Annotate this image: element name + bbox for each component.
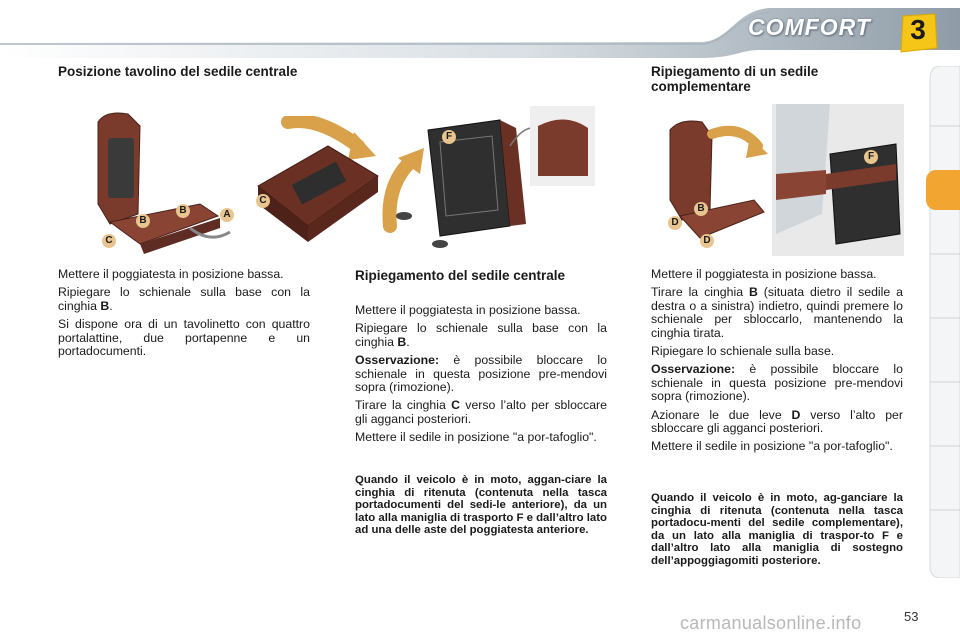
callout-b: B <box>694 202 708 216</box>
seat-illustration-2 <box>248 116 398 256</box>
page-number: 53 <box>904 609 919 624</box>
middle-body <box>355 304 607 450</box>
callout-f: F <box>864 150 878 164</box>
callout-d: D <box>668 216 682 230</box>
right-heading: Ripiegamento di un sedile complementare <box>651 64 819 94</box>
chapter-tabs <box>926 66 960 578</box>
active-chapter-tab[interactable] <box>926 170 960 210</box>
callout-a: A <box>220 208 234 222</box>
middle-paragraph-1: Mettere il poggiatesta in posizione bassa. <box>355 303 581 317</box>
callout-b: B <box>136 214 150 228</box>
seat-illustration-3 <box>380 106 595 254</box>
right-paragraph-6: Mettere il sedile in posizione "a por-tafoglio". <box>651 439 893 454</box>
right-body <box>651 268 903 459</box>
middle-paragraph-5: Mettere il sedile in posizione "a por-tafoglio". <box>355 430 597 445</box>
left-body <box>58 268 310 363</box>
middle-paragraph-2: Ripiegare lo schienale sulla base con la cinghia B. <box>355 321 607 349</box>
middle-heading: Ripiegamento del sedile centrale <box>355 268 566 283</box>
callout-c: C <box>102 234 116 248</box>
right-paragraph-3: Ripiegare lo schienale sulla base. <box>651 344 835 359</box>
right-paragraph-1: Mettere il poggiatesta in posizione bassa. <box>651 267 877 281</box>
callout-b: B <box>176 204 190 218</box>
watermark: carmanualsonline.info <box>680 613 862 633</box>
right-paragraph-2: Tirare la cinghia B (situata dietro il sedile a destra o a sinistra) indietro, quindi premere lo schienale per sbloccarlo, mantenendo la cinghia tirata. <box>651 285 903 340</box>
left-heading: Posizione tavolino del sedile centrale <box>58 64 298 79</box>
callout-d: D <box>700 234 714 248</box>
seat-illustration-1 <box>80 104 240 254</box>
right-paragraph-5: Azionare le due leve D verso l’alto per sbloccare gli agganci posteriori. <box>651 407 903 436</box>
left-paragraph-3: Si dispone ora di un tavolinetto con quattro portalattine, due portapenne e un portadocumenti. <box>58 317 310 359</box>
chapter-number: 3 <box>910 14 926 45</box>
right-observation: Osservazione: è possibile bloccare lo schienale in questa posizione pre-mendovi sopra (rimozione). <box>651 362 903 404</box>
middle-observation: Osservazione: è possibile bloccare lo schienale in questa posizione pre-mendovi sopra (rimozione). <box>355 353 607 395</box>
chapter-title: COMFORT <box>748 14 871 40</box>
left-paragraph-1: Mettere il poggiatesta in posizione bassa. <box>58 267 284 281</box>
callout-c: C <box>256 194 270 208</box>
left-paragraph-2: Ripiegare lo schienale sulla base con la cinghia B. <box>58 285 310 313</box>
middle-paragraph-4: Tirare la cinghia C verso l’alto per sbloccare gli agganci posteriori. <box>355 398 607 426</box>
right-warning-note: Quando il veicolo è in moto, ag-ganciare la cinghia di ritenuta (contenuta nella tasca portadocu-menti del sedile complementare), da un lato alla maniglia di traspor-to F e dall’altro lato alla maniglia di sostegno dell’appoggiagomiti posteriore. <box>651 492 903 567</box>
middle-warning-note: Quando il veicolo è in moto, aggan-ciare la cinghia di ritenuta (contenuta nella tasca portadocumenti del sedi-le anteriore), da un lato alla maniglia di trasporto F e dall’altro lato ad una delle aste del poggiatesta anteriore. <box>355 474 607 537</box>
callout-f: F <box>442 130 456 144</box>
seat-illustration-4 <box>650 104 904 256</box>
